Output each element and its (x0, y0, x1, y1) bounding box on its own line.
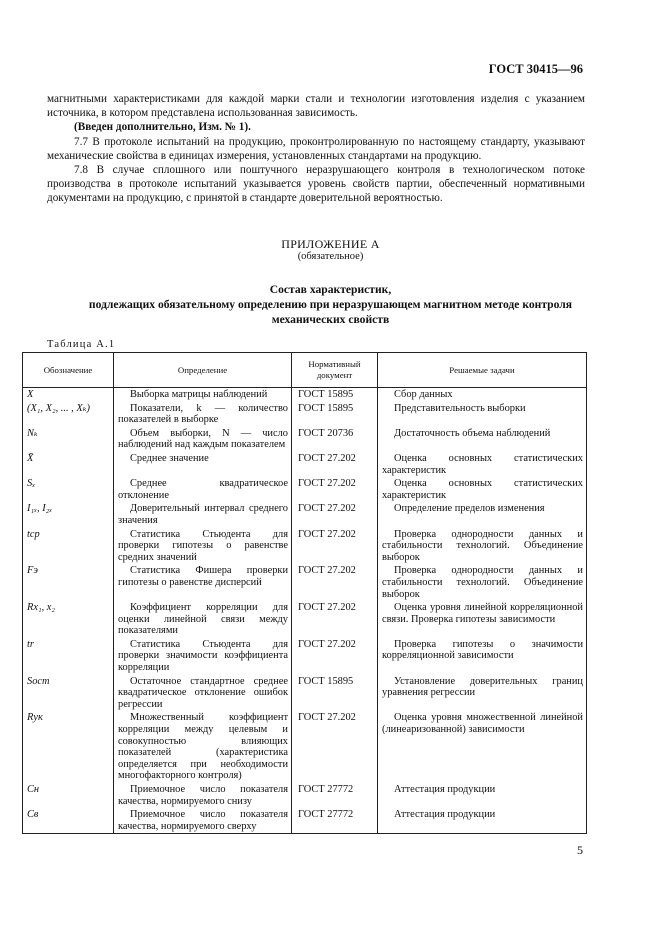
cell-definition-text: Статистика Фишера проверки гипотезы о равенстве дисперсий (118, 565, 288, 588)
cell-definition (114, 388, 292, 402)
cell-definition (114, 477, 292, 502)
cell-symbol: Nₖ (23, 427, 114, 452)
cell-document: ГОСТ 27.202 (292, 528, 378, 565)
header-definition: Определение (114, 353, 292, 388)
cell-document: ГОСТ 27.202 (292, 601, 378, 638)
cell-tasks-text: Сбор данных (394, 389, 453, 400)
cell-document: ГОСТ 27.202 (292, 477, 378, 502)
cell-definition-text: Среднее значение (130, 452, 209, 464)
appendix-heading-line: Состав характеристик, (269, 283, 392, 296)
paragraph-7-8: 7.8 В случае сплошного или поштучного неразрушающего контроля в технологическом потоке производства в протоколе испытаний указывается уровень свойств партии, обеспеченный нормативными документами на продукцию, с принятой в стандарте доверительной вероятностью. (47, 164, 585, 205)
table-row (23, 427, 587, 452)
cell-document: ГОСТ 27.202 (292, 564, 378, 601)
cell-document: ГОСТ 27772 (292, 783, 378, 808)
cell-tasks (378, 564, 587, 601)
cell-definition (114, 783, 292, 808)
cell-tasks (378, 638, 587, 675)
cell-tasks-text: Аттестация продукции (394, 809, 496, 821)
page-number: 5 (577, 843, 583, 857)
cell-symbol: Rук (23, 711, 114, 783)
cell-symbol: Sост (23, 675, 114, 712)
cell-definition (114, 808, 292, 834)
cell-symbol: Fэ (23, 564, 114, 601)
cell-tasks (378, 452, 587, 477)
cell-definition (114, 564, 292, 601)
cell-definition (114, 402, 292, 427)
appendix-title: ПРИЛОЖЕНИЕ А (281, 237, 380, 251)
table-row (23, 452, 587, 477)
cell-definition-text: Среднее квадратическое отклонение (118, 478, 288, 501)
appendix-heading-line: механических свойств (271, 312, 390, 326)
cell-tasks (378, 783, 587, 808)
cell-document: ГОСТ 15895 (292, 388, 378, 402)
cell-tasks (378, 402, 587, 427)
cell-definition (114, 502, 292, 527)
table-row (23, 502, 587, 527)
cell-tasks-text: Проверка однородности данных и стабильности технологий. Объединение выборок (382, 528, 583, 563)
header-tasks: Решаемые задачи (378, 353, 587, 388)
appendix-heading (0, 283, 661, 327)
table-row (23, 711, 587, 783)
cell-tasks (378, 477, 587, 502)
cell-symbol: tср (23, 528, 114, 565)
cell-symbol: Rx₁, x₂ (23, 601, 114, 638)
cell-document: ГОСТ 27.202 (292, 452, 378, 477)
cell-definition (114, 675, 292, 712)
cell-symbol: (X₁, X₂, ... , Xₖ) (23, 402, 114, 427)
cell-definition (114, 427, 292, 452)
characteristics-table (22, 352, 587, 834)
cell-symbol: tr (23, 638, 114, 675)
cell-definition-text: Статистика Стьюдента для проверки гипотезы о равенстве средних значений (118, 528, 288, 563)
cell-symbol: I₁ₓ, I₂ₓ (23, 502, 114, 527)
table-row (23, 601, 587, 638)
cell-symbol: X̄ (23, 452, 114, 477)
cell-definition-text: Множественный коэффициент корреляции между целевым и совокупностью влияющих показателей (характеристика определяется при необходимости многофакторного контроля) (118, 712, 288, 782)
cell-tasks-text: Оценка основных статистических характеристик (382, 478, 583, 501)
document-code: ГОСТ 30415—96 (488, 62, 583, 76)
table-body (23, 388, 587, 834)
cell-definition (114, 452, 292, 477)
cell-definition (114, 601, 292, 638)
cell-document: ГОСТ 27772 (292, 808, 378, 834)
cell-definition-text: Приемочное число показателя качества, нормируемого снизу (118, 784, 288, 807)
cell-document: ГОСТ 27.202 (292, 711, 378, 783)
cell-document: ГОСТ 15895 (292, 402, 378, 427)
cell-tasks-text: Аттестация продукции (394, 784, 496, 795)
table-row (23, 783, 587, 808)
cell-tasks-text: Достаточность объема наблюдений (394, 427, 551, 439)
table-row (23, 808, 587, 834)
cell-tasks-text: Представительность выборки (394, 402, 526, 414)
paragraph-continuation: магнитными характеристиками для каждой марки стали и технологии изготовления изделия с указанием источника, в котором представлена использованная зависимость. (47, 93, 585, 120)
header-document: Нормативный документ (292, 353, 378, 388)
cell-definition-text: Остаточное стандартное среднее квадратическое отклонение ошибок регрессии (118, 675, 288, 710)
cell-symbol: Sₓ (23, 477, 114, 502)
cell-definition (114, 638, 292, 675)
table-row (23, 528, 587, 565)
cell-tasks (378, 675, 587, 712)
table-label: Таблица А.1 (47, 339, 116, 350)
cell-definition-text: Коэффициент корреляции для оценки линейной связи между показателями (118, 602, 288, 637)
cell-definition-text: Доверительный интервал среднего значения (118, 503, 288, 526)
cell-tasks (378, 502, 587, 527)
amendment-note: (Введен дополнительно, Изм. № 1). (74, 121, 251, 134)
cell-symbol: Cн (23, 783, 114, 808)
appendix-subtitle: (обязательное) (297, 251, 364, 262)
cell-definition (114, 528, 292, 565)
cell-document: ГОСТ 27.202 (292, 502, 378, 527)
cell-tasks-text: Оценка уровня множественной линейной (линеаризованной) зависимости (382, 712, 583, 736)
cell-tasks (378, 427, 587, 452)
table-row (23, 675, 587, 712)
appendix-heading-line: подлежащих обязательному определению при неразрушающем магнитном методе контроля (88, 297, 573, 311)
cell-tasks-text: Оценка уровня линейной корреляционной связи. Проверка гипотезы зависимости (382, 602, 583, 625)
cell-definition-text: Показатели, k — количество показателей в выборке (118, 402, 288, 426)
cell-tasks (378, 711, 587, 783)
table-row (23, 388, 587, 402)
header-symbol: Обозначение (23, 353, 114, 388)
cell-document: ГОСТ 15895 (292, 675, 378, 712)
cell-tasks-text: Оценка основных статистических характеристик (382, 452, 583, 476)
cell-definition-text: Объем выборки, N — число наблюдений над каждым показателем (118, 427, 288, 451)
cell-document: ГОСТ 27.202 (292, 638, 378, 675)
cell-tasks (378, 601, 587, 638)
cell-tasks-text: Установление доверительных границ уравнения регрессии (382, 675, 583, 699)
cell-tasks-text: Проверка однородности данных и стабильности технологий. Объединение выборок (382, 565, 583, 600)
cell-tasks-text: Определение пределов изменения (394, 503, 545, 515)
cell-tasks (378, 528, 587, 565)
table-row (23, 564, 587, 601)
paragraph-7-7: 7.7 В протоколе испытаний на продукцию, проконтролированную по настоящему стандарту, указывают механические свойства в единицах измерения, установленных стандартами на продукцию. (47, 135, 585, 162)
table-header-row (23, 353, 587, 388)
cell-definition-text: Приемочное число показателя качества, нормируемого сверху (118, 809, 288, 832)
cell-symbol: Cв (23, 808, 114, 834)
cell-definition (114, 711, 292, 783)
cell-definition-text: Выборка матрицы наблюдений (130, 389, 268, 400)
cell-symbol: X (23, 388, 114, 402)
table-row (23, 638, 587, 675)
cell-tasks (378, 388, 587, 402)
cell-definition-text: Статистика Стьюдента для проверки значимости коэффициента корреляции (118, 638, 288, 674)
cell-document: ГОСТ 20736 (292, 427, 378, 452)
cell-tasks-text: Проверка гипотезы о значимости корреляционной зависимости (382, 638, 583, 662)
cell-tasks (378, 808, 587, 834)
table-row (23, 402, 587, 427)
table-row (23, 477, 587, 502)
body-text (47, 92, 585, 206)
